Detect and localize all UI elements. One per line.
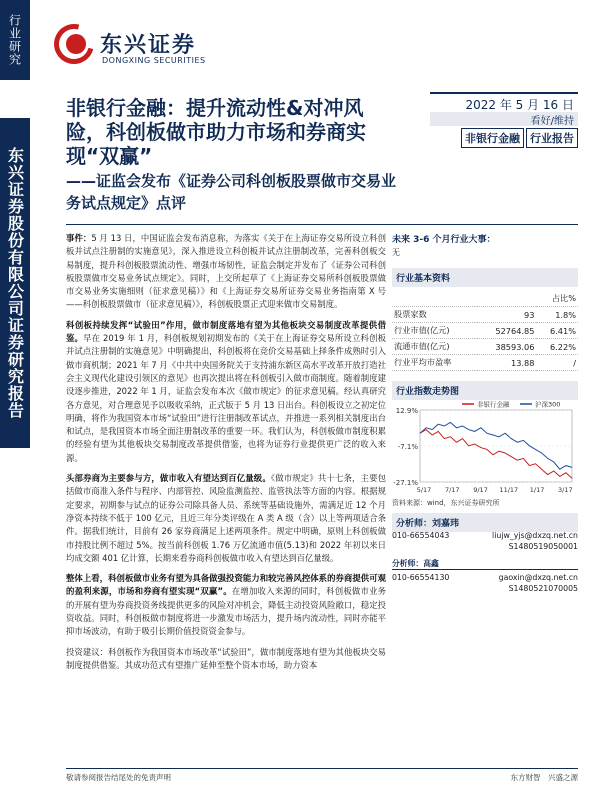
- paragraph-text: 《做市规定》共十七条，主要包括做市商准入条件与程序、内部管控、风险监测监控、监管执法等方面的内容。根据规定要求，初期参与试点的证券公司除具备人员、系统等基础设施外，需满足近 12 个月净资本持续不低于 100 亿元，且近三年分类评级在 A 类 A 级（含）以上等两项适合条件。据我们统计，目前有 26 家券商满足上述两项条件。规定中明确，原则上科创板做市持股比例不超过 5%。按当前科创板 1.76 万亿流通市值(5.13)和 2022 年初以来日均成交额 401 亿计算，长期来看券商科创板做市收入有望达到百亿量级。: [66, 473, 386, 563]
- header-divider: [66, 224, 578, 225]
- x-tick-label: 7/17: [444, 486, 460, 494]
- basic-info-table: [392, 291, 578, 371]
- basic-info-heading: 行业基本资料: [392, 268, 578, 287]
- paragraph-lead: 整体上看，科创板做市业务有望为具备做强投资能力和较完善风控体系的券商提供可观的盈利来源，市场和券商有望实现“双赢”。: [66, 573, 386, 597]
- paragraph-lead: 头部券商为主要参与方，做市收入有望达到百亿量级。: [66, 473, 271, 484]
- chart-source: 资料来源：wind，东兴证券研究所: [392, 499, 500, 507]
- index-chart-heading: 行业指数走势图: [392, 381, 578, 400]
- table-cell: 13.88: [477, 355, 537, 371]
- x-tick-label: 9/17: [473, 486, 488, 494]
- paragraph: [66, 319, 386, 465]
- analyst-email[interactable]: gaoxin@dxzq.net.cn: [498, 573, 578, 582]
- y-tick-label: -27.1%: [393, 479, 418, 487]
- tag-report-type: 行业报告: [526, 128, 578, 148]
- x-tick-label: 11/17: [499, 486, 519, 494]
- table-row: [392, 339, 578, 355]
- table-cell: 6.22%: [536, 339, 578, 355]
- y-tick-label: 12.9%: [395, 407, 418, 415]
- analyst-card: [392, 558, 578, 594]
- table-header-cell: 占比%: [536, 291, 578, 307]
- table-cell: 52764.85: [477, 323, 537, 339]
- legend-label: 沪深300: [535, 400, 561, 409]
- sidebar-report-type: 行业研究: [0, 0, 30, 80]
- analyst-license: S1480521070005: [508, 584, 578, 593]
- x-tick-label: 5/17: [416, 486, 432, 494]
- forecast-text: 无: [392, 248, 400, 257]
- analyst-contact-row: [392, 530, 578, 541]
- table-cell: 38593.06: [477, 339, 537, 355]
- paragraph-lead: 事件：: [66, 233, 92, 243]
- tag-industry: 非银行金融: [461, 128, 524, 148]
- table-header-cell: [392, 291, 477, 307]
- table-cell: 流通市值(亿元): [392, 339, 477, 355]
- analyst-phone: 010-66554130: [392, 573, 450, 582]
- table-cell: 股票家数: [392, 307, 477, 323]
- paragraph-text: 在增加收入来源的同时，科创板做市业务的开展有望为券商投资务线提供更多的风险对冲机会，降低主动投资风险敞口，稳定投资收益。同时，科创板做市制度将进一步激发市场活力，提升场内流动性，同时亦能平抑市场波动，有助于吸引长期价值投资资金参与。: [66, 586, 387, 637]
- table-header-row: [392, 291, 578, 307]
- index-chart-svg: [392, 398, 578, 498]
- paragraph-lead: 科创板持续发挥“试验田”作用，做市制度落地有望为其他板块交易制度改革提供借鉴。: [66, 319, 386, 344]
- table-cell: /: [536, 355, 578, 371]
- table-cell: 1.8%: [536, 307, 578, 323]
- analyst-license: S1480519050001: [508, 542, 578, 551]
- analyst-contact-row: [392, 572, 578, 583]
- report-title: 非银行金融：提升流动性&对冲风险，科创板做市助力市场和券商实现“双赢”: [66, 96, 366, 168]
- analyst-heading: 分析师：刘嘉玮: [392, 513, 578, 532]
- footer-disclaimer: 敬请参阅报告结尾处的免责声明: [66, 773, 171, 782]
- company-logo: [54, 24, 224, 74]
- sidebar-company-label: 东兴证券股份有限公司证券研究报告: [0, 118, 30, 448]
- table-cell: 行业平均市盈率: [392, 355, 477, 371]
- table-cell: 6.41%: [536, 323, 578, 339]
- analyst-name-row: 分析师：高鑫: [392, 558, 578, 570]
- analyst-license-row: [392, 541, 578, 552]
- series-line-0: [420, 430, 572, 479]
- paragraph: [66, 232, 386, 312]
- x-tick-label: 3/17: [558, 486, 573, 494]
- table-cell: 93: [477, 307, 537, 323]
- analyst-name: 高鑫: [423, 559, 439, 568]
- index-chart: [392, 398, 578, 498]
- paragraph-text: 早在 2019 年 1 月，科创板规划初期发布的《关于在上海证券交易所设立科创板并试点注册制的实施意见》中明确提出，科创板将在竞价交易基础上择条件成熟时引入做市商机制；2021 年 7 月《中共中央国务院关于支持浦东新区高水平改革开放打造社会主义现代化建设引领区的意见》也再次提出将在科创板引入做市商制度。随着制度建设逐步推进，2022 年 1 月，证监会发布本次《做市规定》的征求意见稿。经认真研究各方意见，对合理意见予以吸收采纳，正式版于 5 月 13 日出台。科创板设立之初定位明确，将作为我国资本市场“试验田”进行注册制改革试点，并推进一系列相关制度出台和试点，是我国资本市场全面注册制改革的重要一环。我们认为，科创板做市制度积累的经验有望为其他板块交易制度改革提供借鉴，也将为证券行业提供更广泛的收入来源。: [66, 333, 386, 463]
- analyst-role: 分析师: [392, 559, 416, 568]
- paragraph: [66, 572, 386, 638]
- table-row: [392, 323, 578, 339]
- logo-en-text: DONGXING SECURITIES: [102, 56, 206, 65]
- footer-slogan: 东方财智 兴盛之源: [510, 773, 578, 782]
- paragraph: [66, 472, 386, 565]
- table-row: [392, 307, 578, 323]
- table-cell: 行业市值(亿元): [392, 323, 477, 339]
- forecast-title: 未来 3-6 个月行业大事：: [392, 235, 496, 245]
- logo-cn-text: 东兴证券: [100, 33, 197, 58]
- report-date: 2022 年 5 月 16 日: [465, 98, 574, 112]
- analyst-phone: 010-66554043: [392, 531, 450, 540]
- table-header-cell: [477, 291, 537, 307]
- right-panel: [392, 232, 578, 400]
- analyst-license-row: [392, 583, 578, 594]
- report-tags: [430, 128, 578, 148]
- sidebar: [0, 0, 30, 800]
- legend-label: 非银行金融: [477, 400, 510, 409]
- rating-badge: 看好/维持: [430, 112, 578, 126]
- x-tick-label: 1/17: [529, 486, 545, 494]
- paragraph-text: 投资建议：科创板作为我国资本市场改革“试验田”，做市制度落地有望为其他板块交易制度提供借鉴。其成功范式有望推广延伸至整个资本市场，助力资本: [66, 646, 386, 670]
- analyst-email[interactable]: liujw_yjs@dxzq.net.cn: [492, 531, 578, 540]
- report-meta: [430, 92, 578, 145]
- report-body: [66, 232, 386, 679]
- report-subtitle: ——证监会发布《证券公司科创板股票做市交易业务试点规定》点评: [66, 172, 397, 212]
- y-tick-label: -7.1%: [397, 443, 418, 451]
- paragraph-text: 5 月 13 日，中国证监会发布消息称，为落实《关于在上海证券交易所设立科创板并试点注册制的实施意见》，深入推进设立科创板并试点注册制改革，完善科创板交易制度，提升科创板股票流动性、增强市场韧性，证监会制定并发布了《证券公司科创板股票做市交易业务试点规定》。同时，上交所起草了《上海证券交易所科创板股票做市交易业务实施细则（征求意见稿）》和《上海证券交易所证券交易业务指南第 X 号——科创板股票做市（征求意见稿）》，科创板股票正式迎来做市交易制度。: [66, 233, 386, 310]
- logo-dot-icon: [66, 34, 86, 54]
- footer-divider: [66, 768, 578, 769]
- analyst-card: [392, 530, 578, 552]
- table-row: [392, 355, 578, 371]
- paragraph: [66, 646, 386, 673]
